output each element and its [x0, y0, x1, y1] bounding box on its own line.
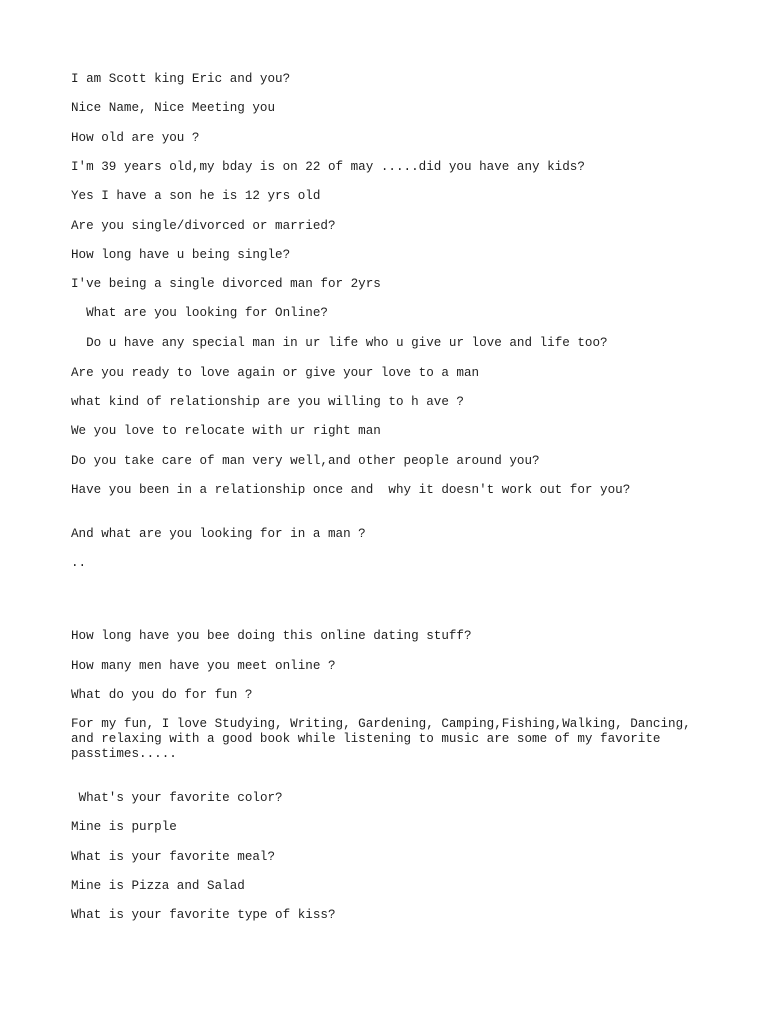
text-line: How long have u being single?	[71, 248, 291, 262]
text-line: What's your favorite color?	[71, 791, 283, 805]
text-line: How old are you ?	[71, 131, 200, 145]
text-line: Mine is purple	[71, 820, 177, 834]
text-line: Do u have any special man in ur life who u give ur love and life too?	[71, 336, 608, 350]
text-line: what kind of relationship are you willing to h ave ?	[71, 395, 464, 409]
text-paragraph: For my fun, I love Studying, Writing, Gardening, Camping,Fishing,Walking, Dancing, and relaxing with a good book while listening to music are some of my favorite passtimes.....	[71, 717, 691, 761]
text-line: What is your favorite meal?	[71, 850, 276, 864]
text-line: Have you been in a relationship once and why it doesn't work out for you?	[71, 483, 631, 497]
text-line: Mine is Pizza and Salad	[71, 879, 245, 893]
text-line: What is your favorite type of kiss?	[71, 908, 336, 922]
text-line: I am Scott king Eric and you?	[71, 72, 291, 86]
text-line: I've being a single divorced man for 2yrs	[71, 277, 381, 291]
text-line: How long have you bee doing this online dating stuff?	[71, 629, 472, 643]
text-line: Nice Name, Nice Meeting you	[71, 101, 276, 115]
text-line: ..	[71, 556, 87, 570]
text-line: I'm 39 years old,my bday is on 22 of may .....did you have any kids?	[71, 160, 585, 174]
text-line: What are you looking for Online?	[71, 306, 328, 320]
text-line: We you love to relocate with ur right man	[71, 424, 381, 438]
text-line: Are you ready to love again or give your love to a man	[71, 366, 480, 380]
text-line: And what are you looking for in a man ?	[71, 527, 366, 541]
text-line: Do you take care of man very well,and other people around you?	[71, 454, 540, 468]
text-line: How many men have you meet online ?	[71, 659, 336, 673]
text-line: What do you do for fun ?	[71, 688, 253, 702]
text-line: Yes I have a son he is 12 yrs old	[71, 189, 321, 203]
text-line: Are you single/divorced or married?	[71, 219, 336, 233]
